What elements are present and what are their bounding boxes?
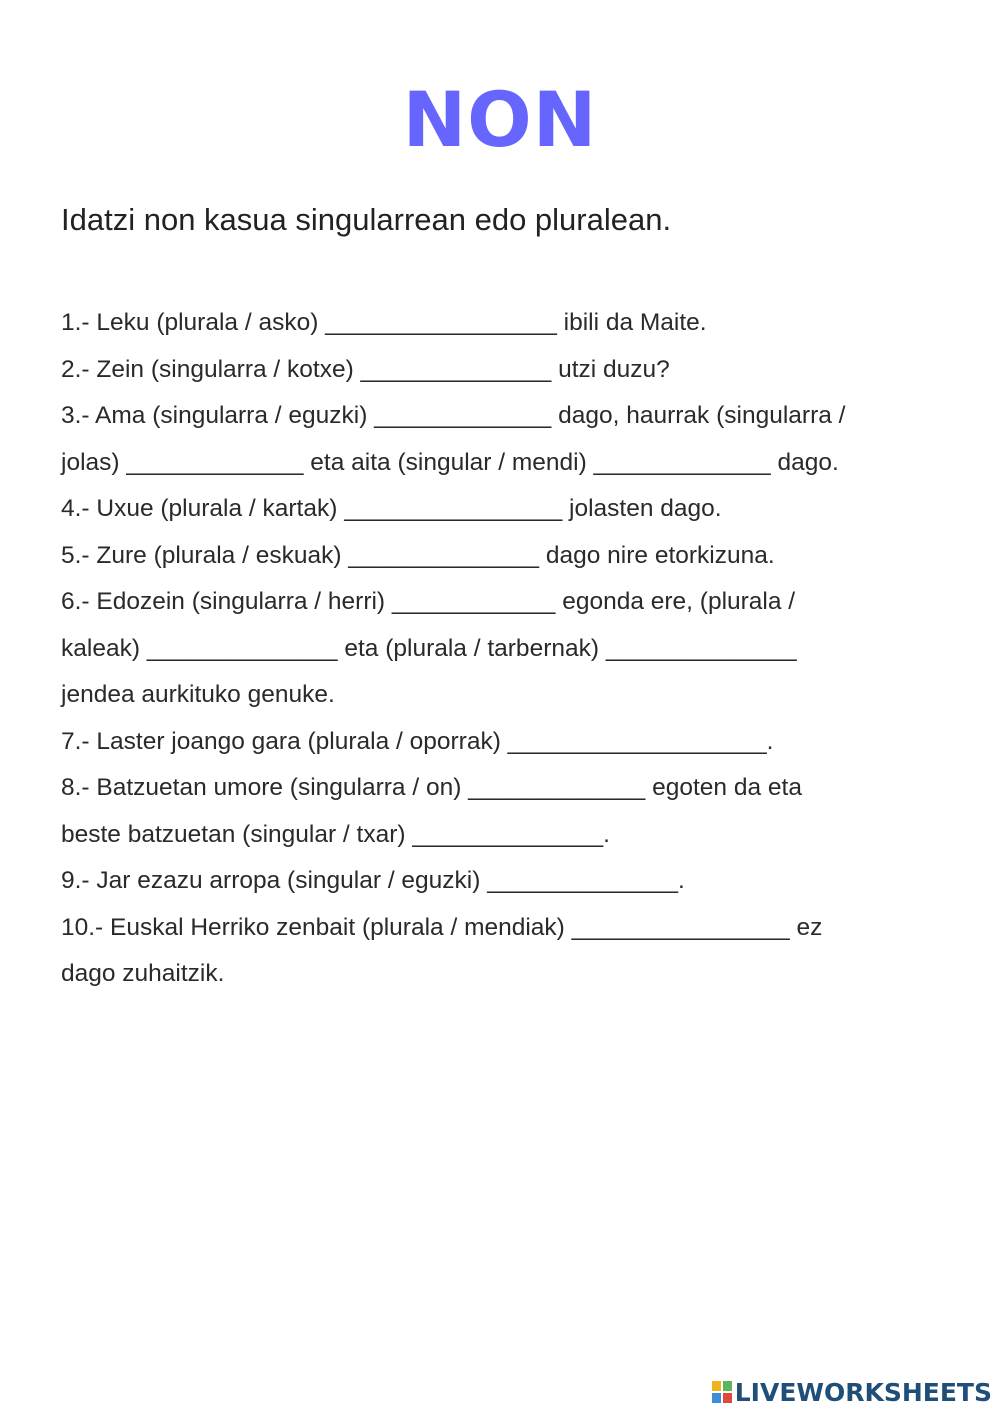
exercise-line-8a: 8.- Batzuetan umore (singularra / on) _____________ egoten da eta (61, 774, 802, 801)
exercise-line-9: 9.- Jar ezazu arropa (singular / eguzki) ______________. (61, 867, 685, 894)
exercise-line-1: 1.- Leku (plurala / asko) _________________ ibili da Maite. (61, 309, 707, 336)
exercise-line-10a: 10.- Euskal Herriko zenbait (plurala / mendiak) ________________ ez (61, 913, 823, 941)
liveworksheets-logo-text: LIVEWORKSHEETS (734, 1377, 992, 1407)
exercise-line-6b: kaleak) ______________ eta (plurala / tarbernak) ______________ (61, 634, 797, 662)
instruction-text: Idatzi non kasua singularrean edo pluralean. (61, 202, 672, 237)
exercise-list (61, 300, 941, 998)
exercise-line-6a: 6.- Edozein (singularra / herri) ____________ egonda ere, (plurala / (61, 588, 796, 615)
exercise-line-4: 4.- Uxue (plurala / kartak) ________________ jolasten dago. (61, 495, 722, 522)
exercise-line-3b: jolas) _____________ eta aita (singular / mendi) _____________ dago. (61, 448, 839, 476)
exercise-line-6c: jendea aurkituko genuke. (61, 681, 335, 708)
exercise-line-5: 5.- Zure (plurala / eskuak) ______________ dago nire etorkizuna. (61, 541, 775, 569)
page-title: NON (402, 75, 598, 164)
exercise-line-2: 2.- Zein (singularra / kotxe) ______________ utzi duzu? (61, 355, 670, 383)
exercise-line-3a: 3.- Ama (singularra / eguzki) _____________ dago, haurrak (singularra / (61, 402, 846, 429)
liveworksheets-logo[interactable] (711, 1377, 992, 1407)
exercise-line-7: 7.- Laster joango gara (plurala / oporrak) ___________________. (61, 727, 774, 755)
exercise-line-10b: dago zuhaitzik. (61, 960, 225, 987)
exercise-line-8b: beste batzuetan (singular / txar) ______________. (61, 820, 610, 848)
liveworksheets-logo-icon (711, 1380, 733, 1404)
